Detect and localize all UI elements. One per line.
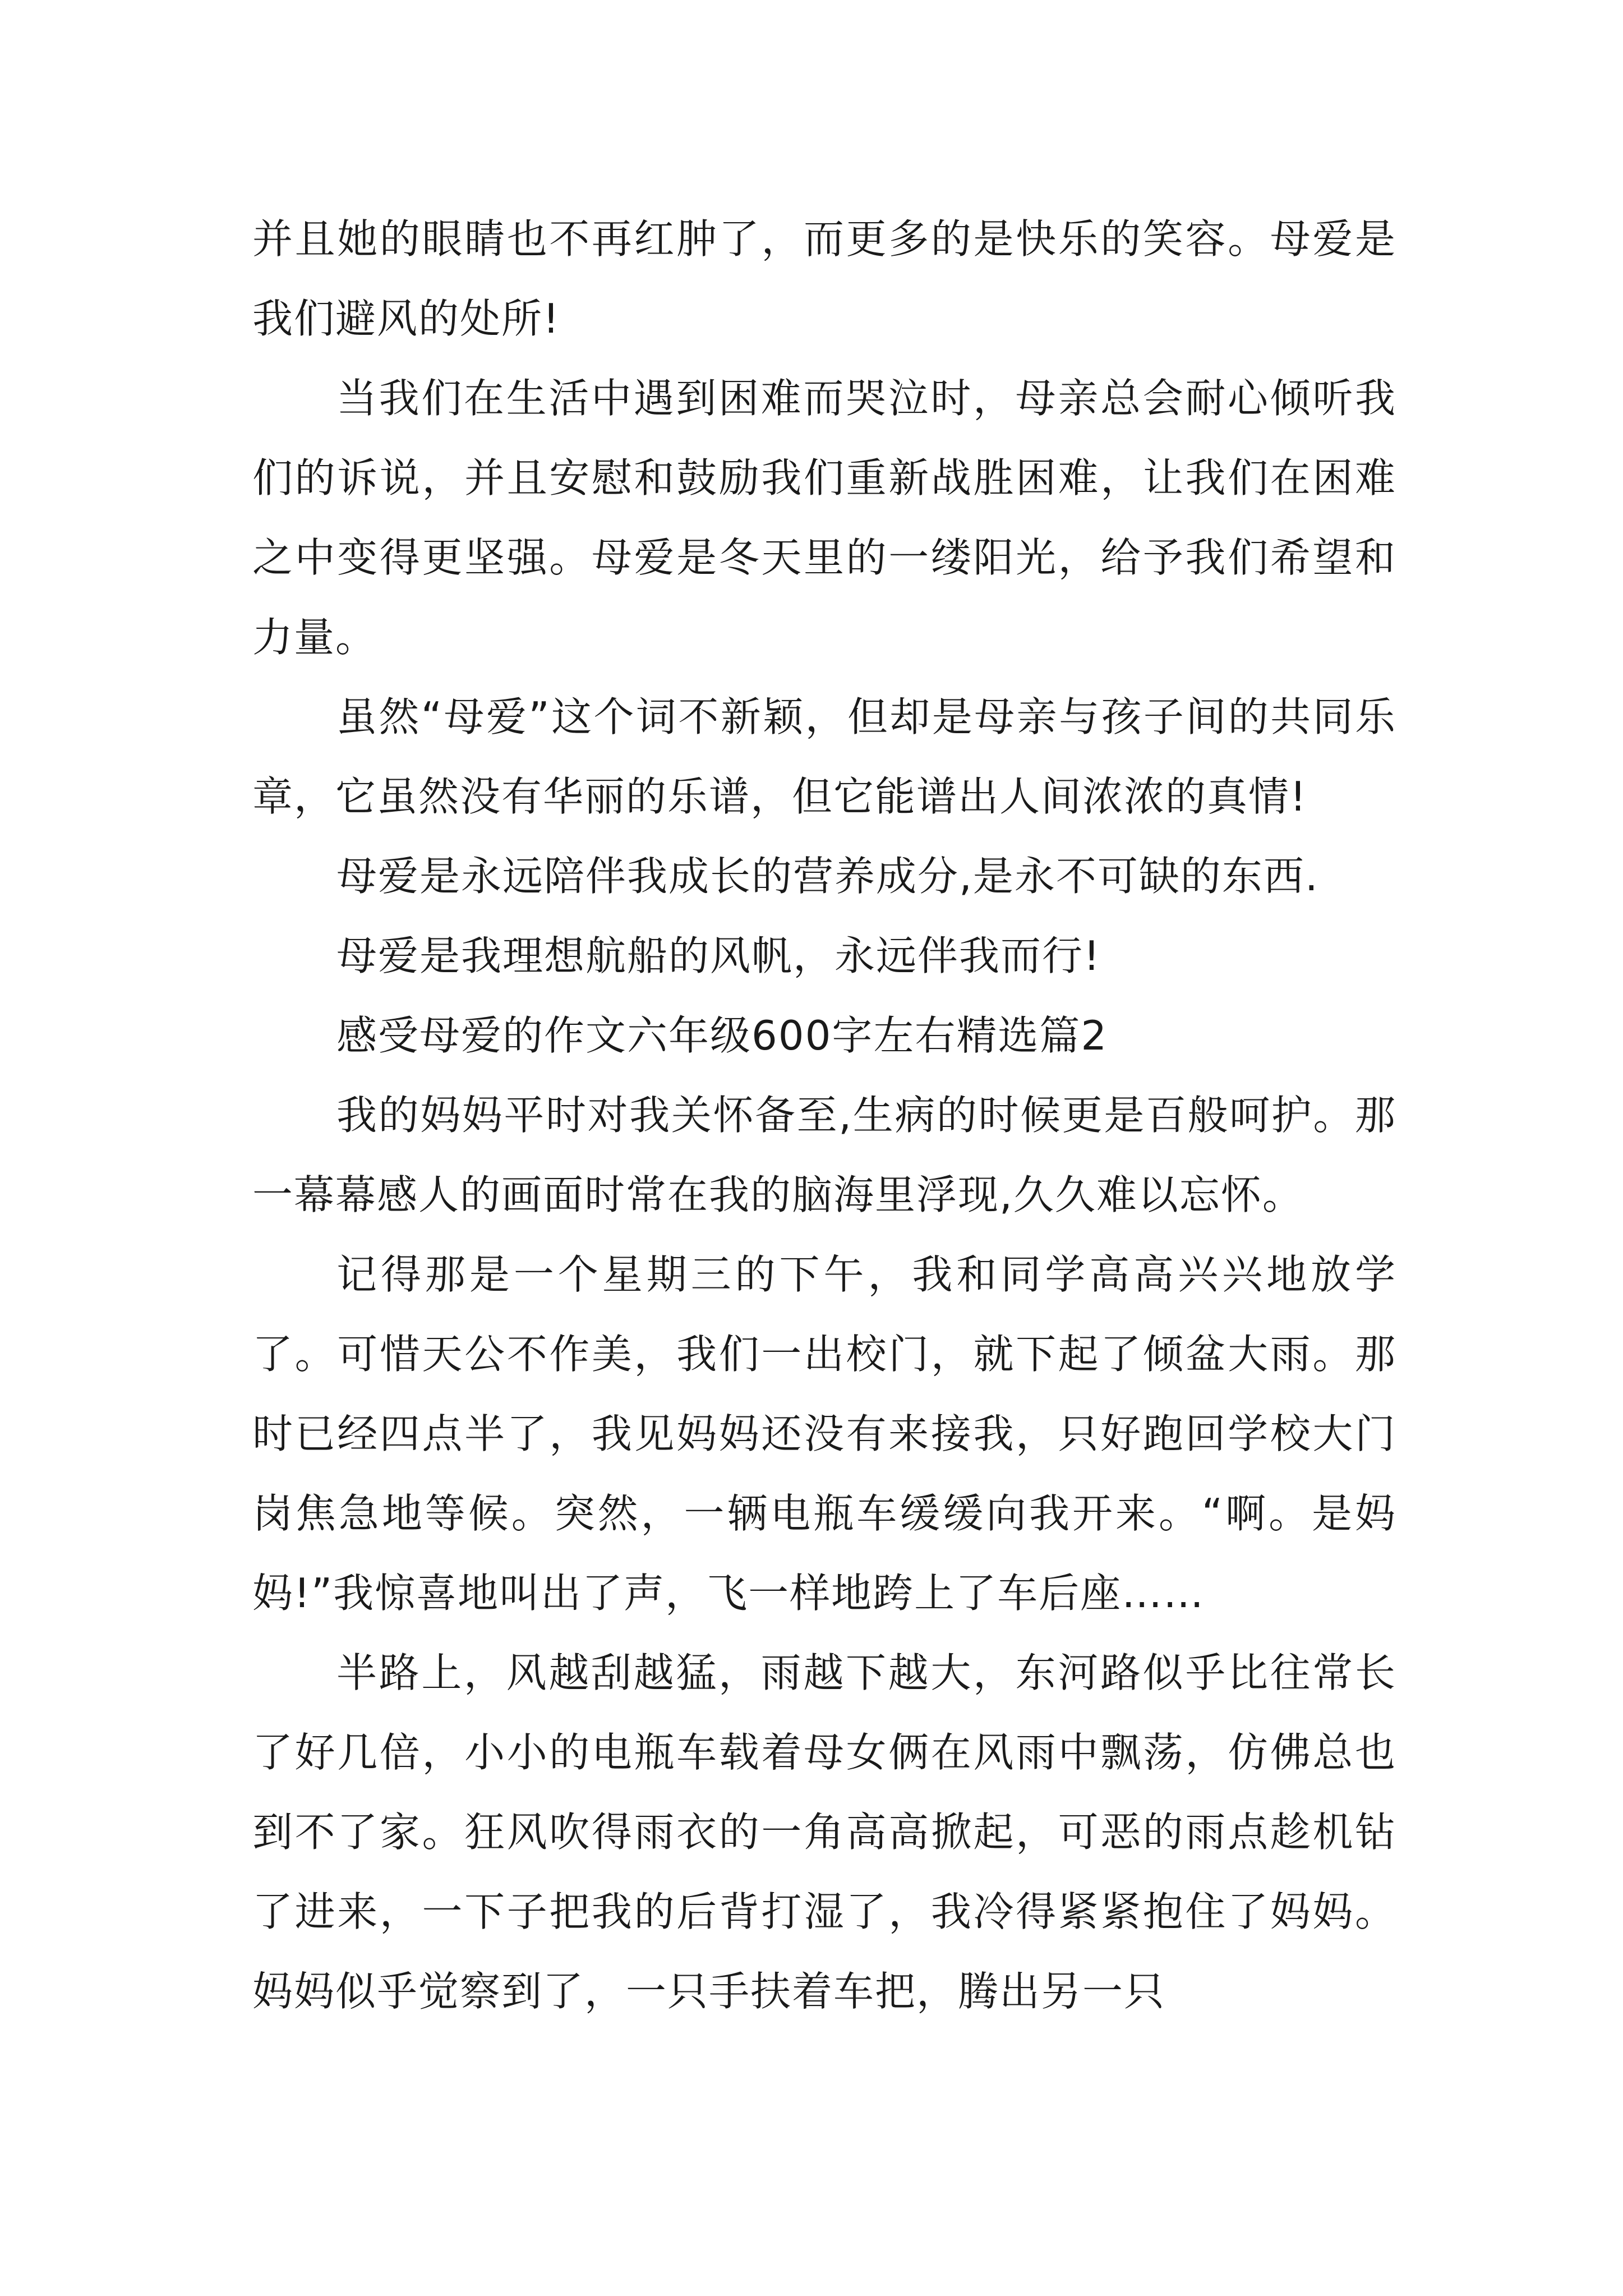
section-heading: 感受母爱的作文六年级600字左右精选篇2	[336, 1012, 1108, 1059]
paragraph-6: 我的妈妈平时对我关怀备至,生病的时候更是百般呵护。那一幕幕感人的画面时常在我的脑海里浮现,久久难以忘怀。	[252, 1092, 1396, 1218]
paragraph-8: 半路上，风越刮越猛，雨越下越大，东河路似乎比往常长了好几倍，小小的电瓶车载着母女俩在风雨中飘荡，仿佛总也到不了家。狂风吹得雨衣的一角高高掀起，可恶的雨点趁机钻了进来，一下子把我的后背打湿了，我冷得紧紧抱住了妈妈。妈妈似乎觉察到了，一只手扶着车把，腾出另一只	[252, 1649, 1396, 2015]
paragraph-5: 母爱是我理想航船的风帆，永远伴我而行!	[336, 932, 1101, 979]
paragraph-4: 母爱是永远陪伴我成长的营养成分,是永不可缺的东西.	[336, 853, 1319, 900]
paragraph-7: 记得那是一个星期三的下午，我和同学高高兴兴地放学了。可惜天公不作美，我们一出校门，就下起了倾盆大雨。那时已经四点半了，我见妈妈还没有来接我，只好跑回学校大门岗焦急地等候。突然，一辆电瓶车缓缓向我开来。“啊。是妈妈!”我惊喜地叫出了声，飞一样地跨上了车后座……	[252, 1251, 1396, 1617]
paragraph-3: 虽然“母爱”这个词不新颖，但却是母亲与孩子间的共同乐章，它虽然没有华丽的乐谱，但它能谱出人间浓浓的真情!	[252, 693, 1396, 820]
paragraph-2: 当我们在生活中遇到困难而哭泣时，母亲总会耐心倾听我们的诉说，并且安慰和鼓励我们重新战胜困难，让我们在困难之中变得更坚强。母爱是冬天里的一缕阳光，给予我们希望和力量。	[252, 375, 1396, 661]
document-body	[252, 199, 1396, 2031]
paragraph-1: 并且她的眼睛也不再红肿了，而更多的是快乐的笑容。母爱是我们避风的处所!	[252, 215, 1396, 342]
